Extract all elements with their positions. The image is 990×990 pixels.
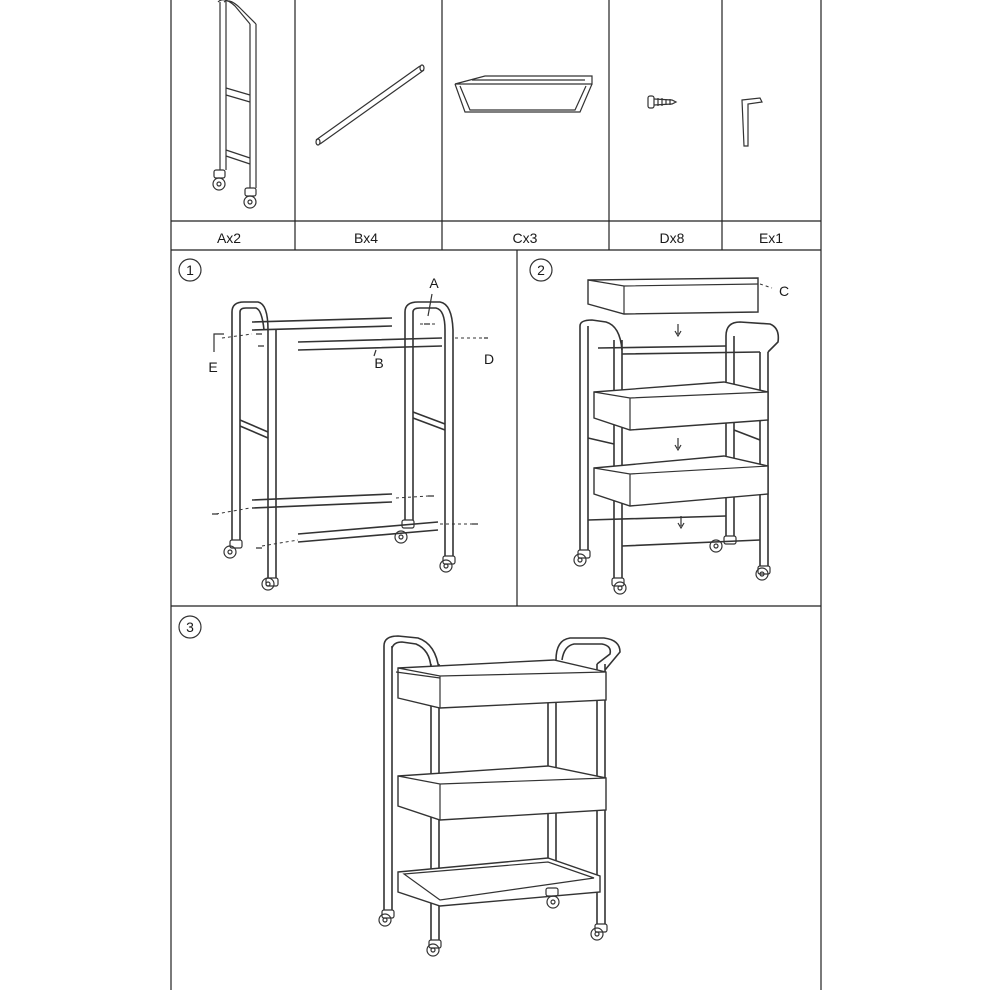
- allen-key-icon: [742, 98, 762, 146]
- screw-icon: [648, 96, 676, 108]
- callout-e: E: [208, 359, 218, 375]
- part-label-a: Ax2: [216, 230, 242, 246]
- assembled-cart-illustration: [379, 636, 620, 956]
- callout-d: D: [483, 351, 495, 367]
- callout-a: A: [429, 275, 439, 291]
- part-label-c: Cx3: [512, 230, 538, 246]
- part-label-b: Bx4: [353, 230, 379, 246]
- step-1-illustration: [212, 294, 488, 590]
- rod-icon: [316, 65, 424, 145]
- step-3-badge: [179, 616, 201, 638]
- step-2-badge: [530, 259, 552, 281]
- side-frame-icon: [213, 0, 256, 208]
- callout-c: C: [778, 283, 790, 299]
- step-2-illustration: [574, 278, 778, 594]
- callout-b: B: [374, 355, 384, 371]
- step-1-number: 1: [186, 262, 194, 278]
- tray-icon: [455, 76, 592, 112]
- step-3-number: 3: [186, 619, 194, 635]
- part-label-d: Dx8: [659, 230, 685, 246]
- part-label-e: Ex1: [758, 230, 784, 246]
- step-2-number: 2: [537, 262, 545, 278]
- step-1-badge: [179, 259, 201, 281]
